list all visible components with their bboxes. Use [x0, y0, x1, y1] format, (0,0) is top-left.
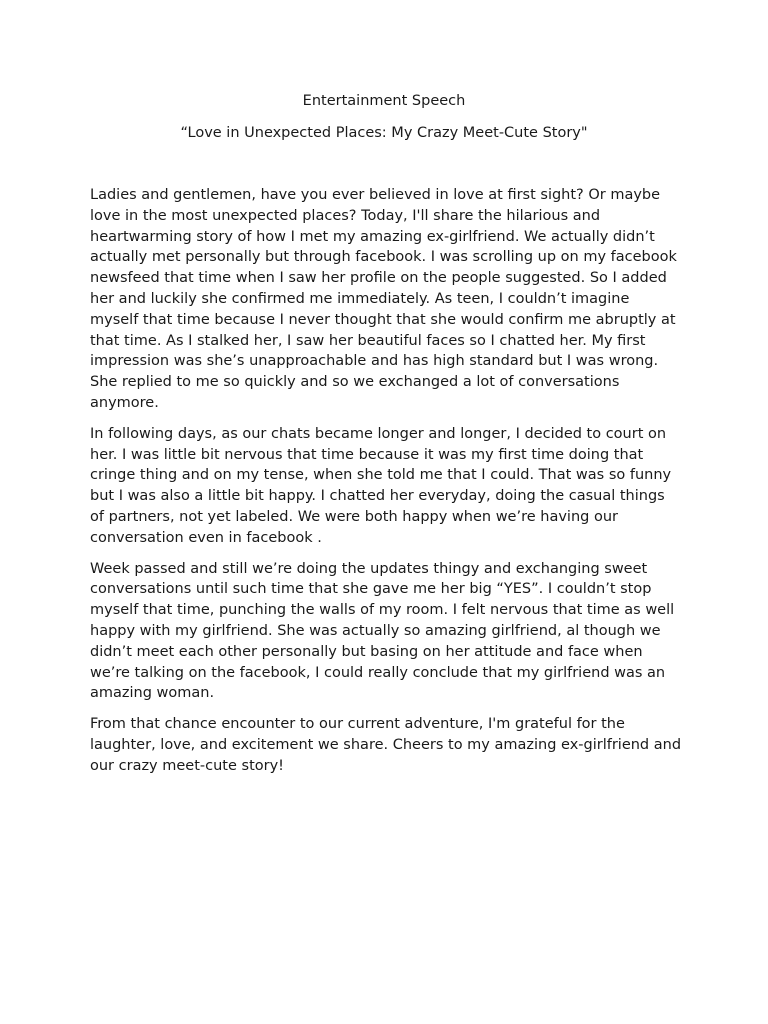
paragraph: Week passed and still we’re doing the updates thingy and exchanging sweet conversations until such time that she gave me her big “YES”. I couldn’t stop myself that time, punching the walls of my room. I felt nervous that time as well happy with my girlfriend. She was actually so amazing girlfriend, al though we didn’t meet each other personally but basing on her attitude and face when we’re talking on the facebook, I could really conclude that my girlfriend was an amazing woman.: [90, 560, 675, 702]
paragraph: In following days, as our chats became longer and longer, I decided to court on her. I was little bit nervous that time because it was my first time doing that cringe thing and on my tense, when she told me that I could. That was so funny but I was also a little bit happy. I chatted her everyday, doing the casual things of partners, not yet labeled. We were both happy when we’re having our conversation even in facebook .: [90, 425, 672, 546]
document-subtitle: “Love in Unexpected Places: My Crazy Meet-Cute Story": [180, 125, 588, 141]
document-heading: Entertainment Speech: [302, 93, 466, 109]
paragraph: From that chance encounter to our current adventure, I'm grateful for the laughter, love, and excitement we share. Cheers to my amazing ex-girlfriend and our crazy meet-cute story!: [90, 716, 682, 774]
paragraph: Ladies and gentlemen, have you ever believed in love at first sight? Or maybe love in the most unexpected places? Today, I'll share the hilarious and heartwarming story of how I met my amazing ex-girlfriend. We actually didn’t actually met personally but through facebook. I was scrolling up on my facebook newsfeed that time when I saw her profile on the people suggested. So I added her and luckily she confirmed me immediately. As teen, I couldn’t imagine myself that time because I never thought that she would confirm me abruptly at that time. As I stalked her, I saw her beautiful faces so I chatted her. My first impression was she’s unapproachable and has high standard but I was wrong. She replied to me so quickly and so we exchanged a lot of conversations anymore.: [90, 187, 677, 411]
document-body: [90, 185, 682, 787]
